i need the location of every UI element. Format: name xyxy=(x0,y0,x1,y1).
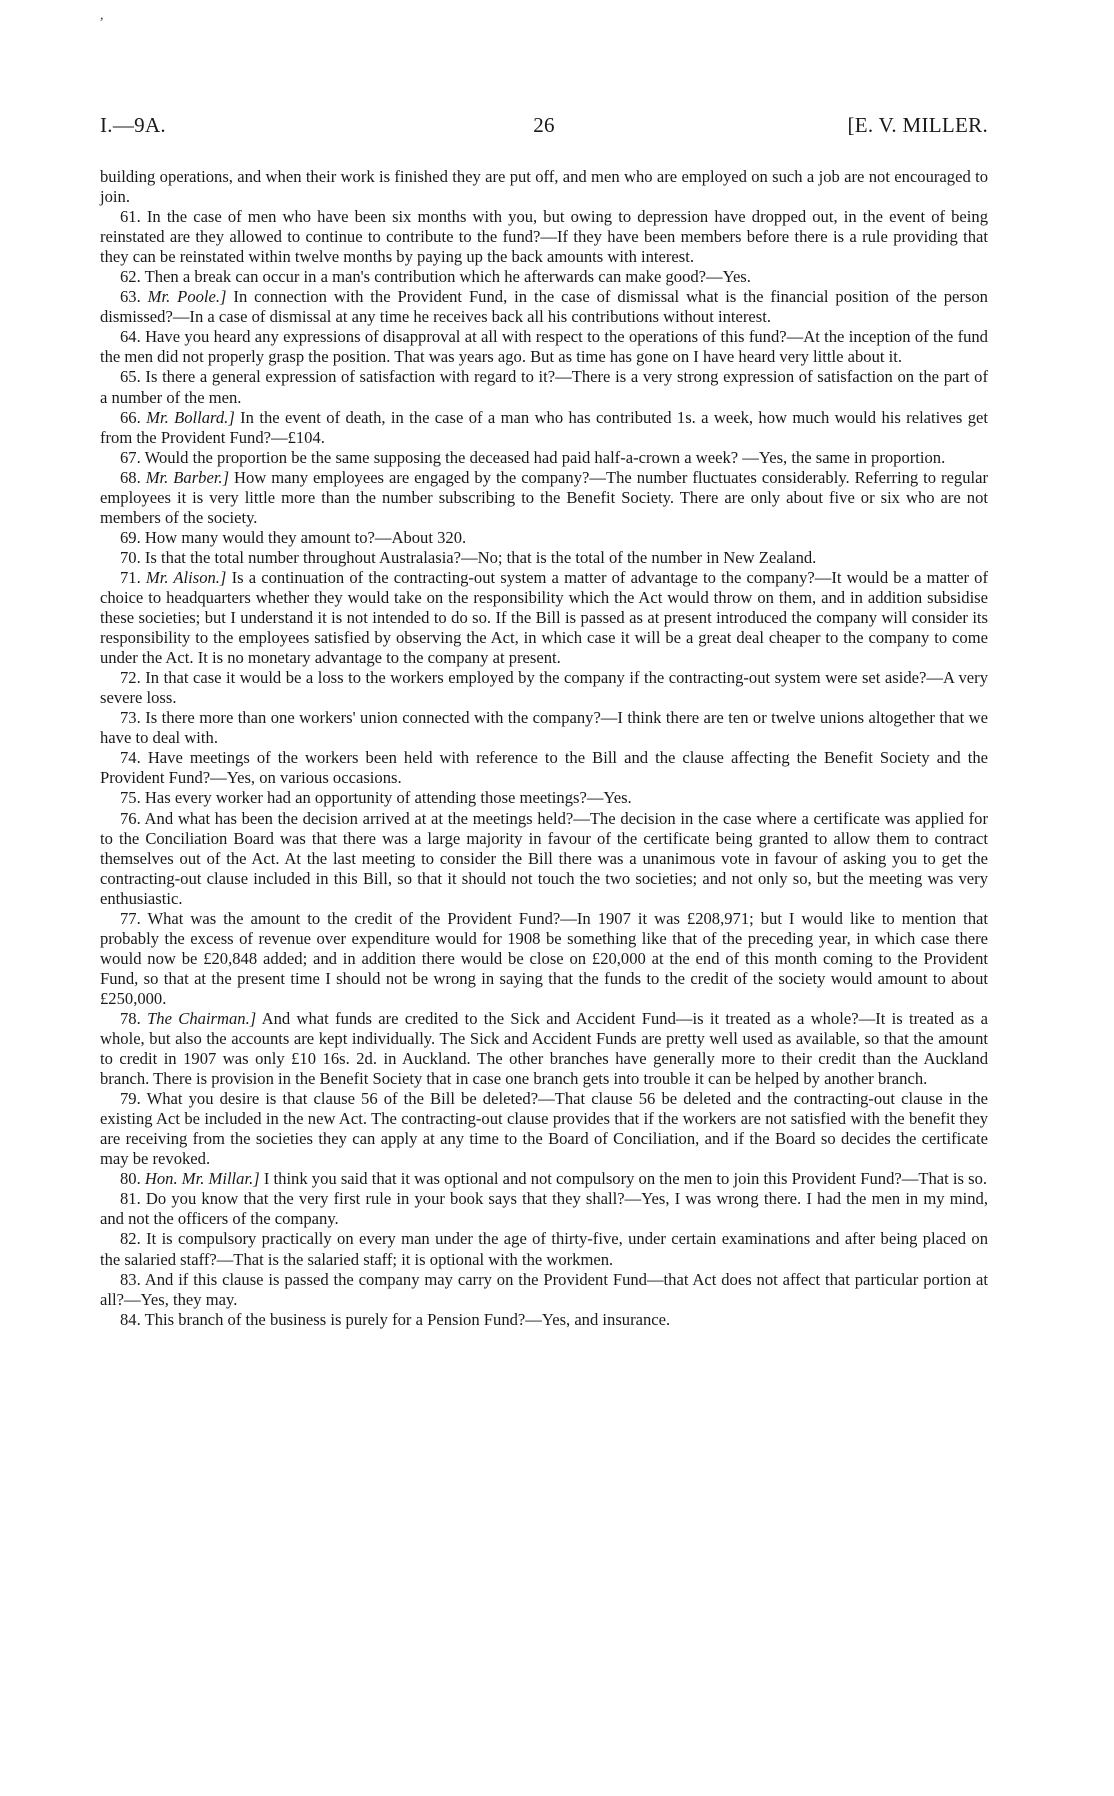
question-number: 72. xyxy=(120,668,141,688)
paragraph-text: Then a break can occur in a man's contribution which he afterwards can make good?—Yes. xyxy=(144,267,751,287)
transcript-paragraph xyxy=(100,408,988,448)
question-number: 78. xyxy=(120,1008,141,1028)
paragraph-text: Is there more than one workers' union connected with the company?—I think there are ten or twelve unions altogether that we have to deal with. xyxy=(100,708,988,748)
question-number: 61. xyxy=(120,207,141,227)
paragraph-text: In connection with the Provident Fund, in the case of dismissal what is the financial position of the person dismissed?—In a case of dismissal at any time he receives back all his contributions without interest. xyxy=(100,287,988,327)
paragraph-text: building operations, and when their work is finished they are put off, and men who are employed on such a job are not encouraged to join. xyxy=(100,167,988,207)
paragraph-text: It is compulsory practically on every man under the age of thirty-five, under certain examinations and after being placed on the salaried staff?—That is the salaried staff; it is optional with the workmen. xyxy=(100,1229,988,1269)
question-number: 81. xyxy=(120,1189,141,1209)
transcript-paragraph xyxy=(100,548,988,568)
question-number: 67. xyxy=(120,447,141,467)
paragraph-text: In that case it would be a loss to the workers employed by the company if the contracting-out system were set aside?—A very severe loss. xyxy=(100,668,988,708)
speaker-name: Mr. Barber.] xyxy=(145,467,230,487)
transcript-body xyxy=(100,167,988,1330)
paragraph-text: Have you heard any expressions of disapproval at all with respect to the operations of this fund?—At the inception of the fund the men did not properly grasp the position. That was years ago. But as time has gone on I have heard very little about it. xyxy=(100,327,988,367)
paragraph-text: Is that the total number throughout Australasia?—No; that is the total of the number in New Zealand. xyxy=(144,547,817,567)
question-number: 63. xyxy=(120,287,141,307)
question-number: 76. xyxy=(120,808,141,828)
paragraph-text: How many would they amount to?—About 320. xyxy=(144,527,467,547)
transcript-paragraph xyxy=(100,327,988,367)
transcript-paragraph xyxy=(100,1229,988,1269)
question-number: 64. xyxy=(120,327,141,347)
paragraph-text: Have meetings of the workers been held with reference to the Bill and the clause affecting the Benefit Society and the Provident Fund?—Yes, on various occasions. xyxy=(100,748,989,788)
paragraph-text: Has every worker had an opportunity of attending those meetings?—Yes. xyxy=(144,788,632,808)
paragraph-text: How many employees are engaged by the company?—The number fluctuates considerably. Referring to regular employees it is very little more than the number subscribing to the Benefit Society. There are only about five or six who are not members of the society. xyxy=(100,467,989,527)
transcript-paragraph xyxy=(100,668,988,708)
paragraph-text: And what has been the decision arrived at at the meetings held?—The decision in the case where a certificate was applied for to the Conciliation Board was that there was a large majority in favour of the certificate being granted to allow them to contract themselves out of the Act. At the last meeting to consider the Bill there was a unanimous vote in favour of asking you to get the contracting-out clause included in this Bill, so that it should not touch the two societies; and not only so, but the meeting was very enthusiastic. xyxy=(100,808,988,908)
question-number: 68. xyxy=(120,467,141,487)
paragraph-text: Do you know that the very first rule in your book says that they shall?—Yes, I was wrong there. I had the men in my mind, and not the officers of the company. xyxy=(100,1189,989,1229)
scan-mark: , xyxy=(100,8,104,23)
transcript-paragraph xyxy=(100,788,988,808)
question-number: 80. xyxy=(120,1169,141,1189)
paragraph-text: In the event of death, in the case of a man who has contributed 1s. a week, how much would his relatives get from the Provident Fund?—£104. xyxy=(100,407,989,447)
witness-name: [E. V. MILLER. xyxy=(847,113,988,137)
question-number: 83. xyxy=(120,1269,141,1289)
transcript-paragraph xyxy=(100,468,988,528)
transcript-paragraph xyxy=(100,367,988,407)
paragraph-text: Is a continuation of the contracting-out system a matter of advantage to the company?—It would be a matter of choice to headquarters whether they would take on the responsibility which the Act would throw on them, and in addition subsidise these societies; but I understand it is not intended to do so. If the Bill is passed as at present introduced the company will consider its responsibility to the employees satisfied by observing the Act, in which case it will be a great deal cheaper to the company to come under the Act. It is no monetary advantage to the company at present. xyxy=(100,567,988,668)
question-number: 82. xyxy=(120,1229,141,1249)
speaker-name: Hon. Mr. Millar.] xyxy=(144,1169,260,1189)
paragraph-text: What was the amount to the credit of the Provident Fund?—In 1907 it was £208,971; but I would like to mention that probably the excess of revenue over expenditure would for 1908 be something like that of the preceding year, in which case there would now be £20,848 added; and in addition there would be close on £20,000 at the end of this month coming to the Provident Fund, so that at the present time I should not be wrong in saying that the funds to the credit of the society would amount to about £250,000. xyxy=(100,908,988,1008)
paragraph-text: And what funds are credited to the Sick and Accident Fund—is it treated as a whole?—It is treated as a whole, but also the accounts are kept individually. The Sick and Accident Funds are pretty well used as available, so that the amount to credit in 1907 was only £10 16s. 2d. in Auckland. The other branches have generally more to their credit than the Auckland branch. There is provision in the Benefit Society that in case one branch gets into trouble it can be helped by another branch. xyxy=(100,1008,988,1089)
transcript-paragraph xyxy=(100,708,988,748)
paragraph-text: Would the proportion be the same supposing the deceased had paid half-a-crown a week? —Yes, the same in proportion. xyxy=(144,447,946,467)
question-number: 62. xyxy=(120,267,141,287)
question-number: 71. xyxy=(120,567,141,587)
transcript-paragraph xyxy=(100,909,988,1009)
transcript-paragraph xyxy=(100,1189,988,1229)
transcript-paragraph xyxy=(100,1089,988,1169)
question-number: 74. xyxy=(120,748,141,768)
transcript-paragraph xyxy=(100,167,988,207)
transcript-paragraph xyxy=(100,287,988,327)
paragraph-text: This branch of the business is purely for a Pension Fund?—Yes, and insurance. xyxy=(144,1309,671,1329)
paragraph-text: And if this clause is passed the company may carry on the Provident Fund—that Act does not affect that particular portion at all?—Yes, they may. xyxy=(100,1269,989,1309)
question-number: 73. xyxy=(120,708,141,728)
transcript-paragraph xyxy=(100,207,988,267)
paragraph-text: Is there a general expression of satisfaction with regard to it?—There is a very strong expression of satisfaction on the part of a number of the men. xyxy=(100,367,988,407)
transcript-paragraph xyxy=(100,267,988,287)
page-number: 26 xyxy=(533,113,555,137)
question-number: 75. xyxy=(120,788,141,808)
document-reference: I.—9A. xyxy=(100,113,166,137)
transcript-paragraph xyxy=(100,748,988,788)
speaker-name: Mr. Poole.] xyxy=(147,287,227,307)
speaker-name: Mr. Bollard.] xyxy=(146,407,235,427)
paragraph-text: In the case of men who have been six months with you, but owing to depression have dropped out, in the event of being reinstated are they allowed to continue to contribute to the fund?—If they have been members before there is a rule providing that they can be reinstated within twelve months by paying up the back amounts with interest. xyxy=(100,207,988,267)
question-number: 70. xyxy=(120,547,141,567)
transcript-paragraph xyxy=(100,1270,988,1310)
question-number: 79. xyxy=(120,1089,141,1109)
paragraph-text: What you desire is that clause 56 of the Bill be deleted?—That clause 56 be deleted and the contracting-out clause in the existing Act be included in the new Act. The contracting-out clause provides that if the workers are not satisfied with the benefit they are receiving from the societies they can apply at any time to the Board of Conciliation, and if the Board so decides the certificate may be revoked. xyxy=(100,1089,988,1169)
transcript-paragraph xyxy=(100,1169,988,1189)
question-number: 66. xyxy=(120,407,141,427)
question-number: 69. xyxy=(120,527,141,547)
page-header xyxy=(100,113,988,143)
transcript-paragraph xyxy=(100,1009,988,1089)
transcript-paragraph xyxy=(100,448,988,468)
question-number: 84. xyxy=(120,1309,141,1329)
transcript-paragraph xyxy=(100,809,988,909)
question-number: 65. xyxy=(120,367,141,387)
speaker-name: Mr. Alison.] xyxy=(145,567,227,587)
paragraph-text: I think you said that it was optional and not compulsory on the men to join this Provident Fund?—That is so. xyxy=(263,1169,988,1189)
speaker-name: The Chairman.] xyxy=(147,1008,257,1028)
question-number: 77. xyxy=(120,908,141,928)
transcript-paragraph xyxy=(100,1310,988,1330)
transcript-paragraph xyxy=(100,528,988,548)
transcript-paragraph xyxy=(100,568,988,668)
